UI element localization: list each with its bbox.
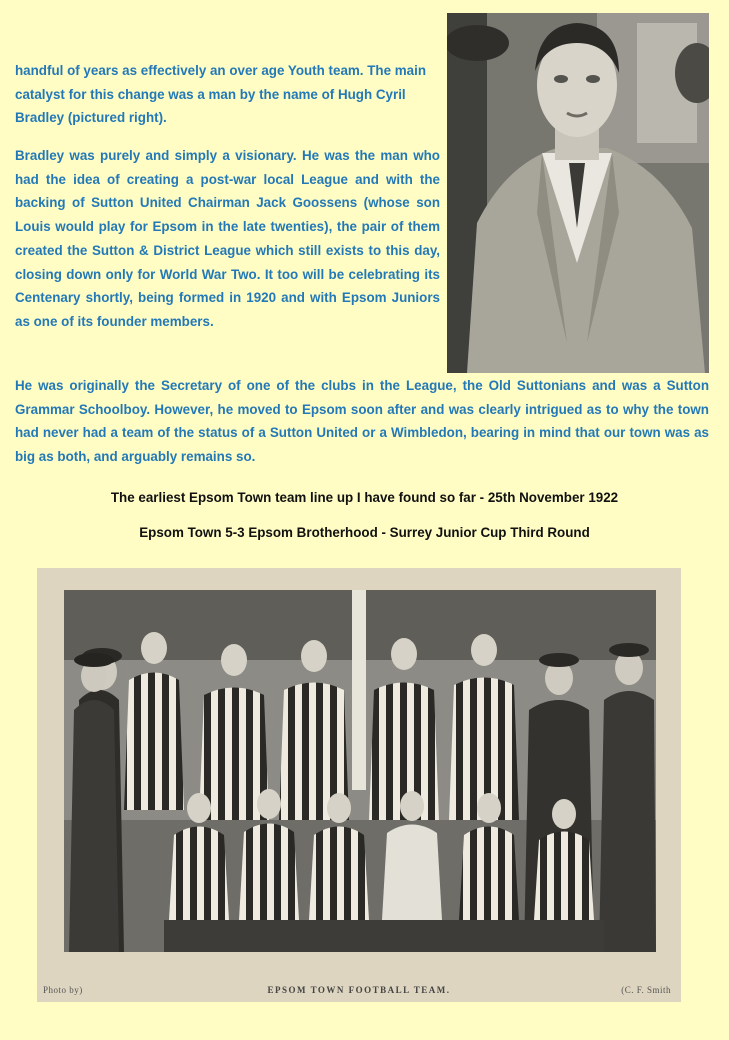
photo-credit-right: (C. F. Smith: [621, 985, 671, 995]
bradley-paragraph: Bradley was purely and simply a visionary. He was the man who had the idea of creating a post-war local League and with the backing of Sutton United Chairman Jack Goossens (whose son Louis would play for Epsom in the late twenties), the pair of them created the Sutton & District League which still exists to this day, closing down only for World War Two. It too will be celebrating its Centenary shortly, being formed in 1920 and with Epsom Juniors as one of its founder members.: [15, 148, 440, 329]
photo-caption-line-1: The earliest Epsom Town team line up I have found so far - 25th November 1922: [110, 490, 619, 505]
photo-caption-line-2: Epsom Town 5-3 Epsom Brotherhood - Surrey Junior Cup Third Round: [139, 525, 590, 540]
photo-credit-title: EPSOM TOWN FOOTBALL TEAM.: [267, 985, 451, 995]
team-photo-epsom-town-1922: [37, 568, 681, 1002]
photo-credit-left: Photo by): [43, 985, 83, 995]
portrait-photo-hugh-cyril-bradley: [447, 13, 709, 373]
team-photo-image: [64, 590, 656, 952]
intro-paragraph: handful of years as effectively an over age Youth team. The main catalyst for this change was a man by the name of Hugh Cyril Bradley (pictured right).: [15, 63, 427, 126]
secretary-paragraph: He was originally the Secretary of one of the clubs in the League, the Old Suttonians and was a Sutton Grammar Schoolboy. However, he moved to Epsom soon after and was clearly intrigued as to why the town had never had a team of the status of a Sutton United or a Wimbledon, bearing in mind that our town was as big as both, and arguably remains so.: [15, 378, 709, 465]
